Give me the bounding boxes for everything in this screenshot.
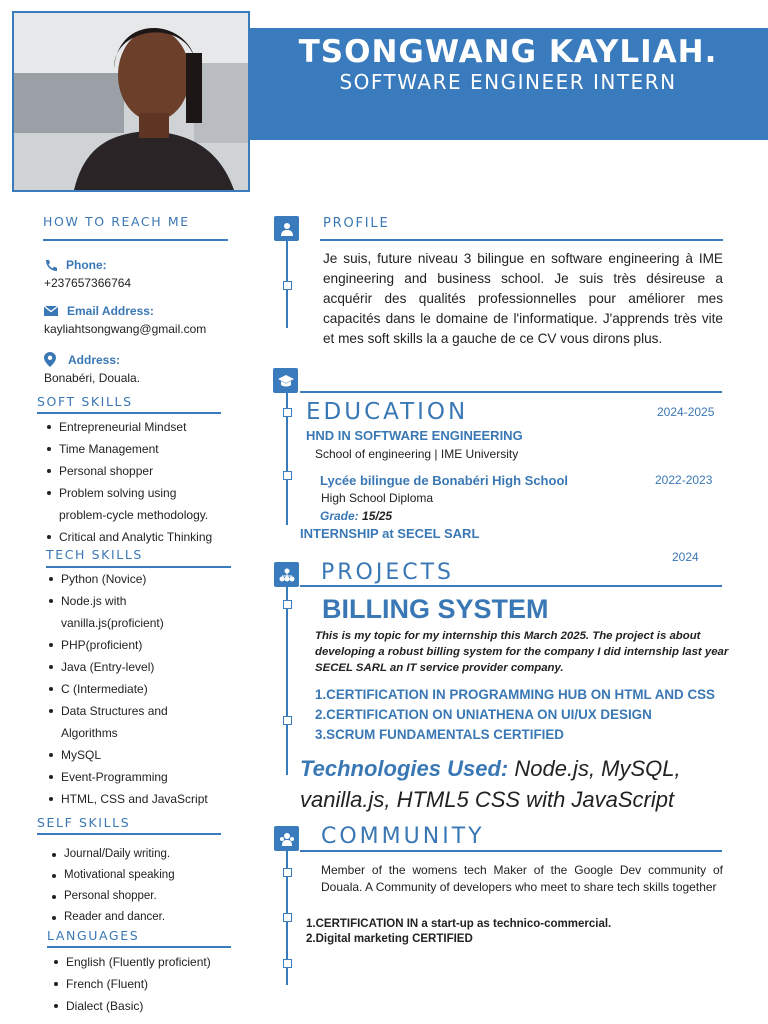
technologies-value-2: vanilla.js, HTML5 CSS with JavaScript [300,787,675,812]
projects-title: PROJECTS [321,560,455,585]
user-icon [280,222,294,236]
list-item: Critical and Analytic Thinking [45,526,245,548]
list-item: Personal shopper [45,460,245,482]
address-value: Bonabéri, Douala. [44,371,141,385]
list-item: Event-Programming [47,766,247,788]
candidate-name: TSONGWANG KAYLIAH. [298,34,718,70]
list-item: PHP(proficient) [47,634,247,656]
timeline-line-profile [286,228,288,328]
soft-skills-title: SOFT SKILLS [37,394,133,409]
timeline-marker [283,471,292,480]
address-label: Address: [68,352,121,367]
profile-section-icon [274,216,299,241]
education-title: EDUCATION [306,399,469,425]
phone-row [44,258,107,272]
list-item: Problem solving using [45,482,245,504]
soft-skills-list [45,416,245,548]
list-item: Personal shopper. [50,886,250,907]
list-item: Dialect (Basic) [52,995,252,1017]
community-title: COMMUNITY [321,824,485,849]
contact-section-title: HOW TO REACH ME [43,214,190,229]
projects-section-icon [274,562,299,587]
education-divider [300,391,722,393]
list-item: English (Fluently proficient) [52,951,252,973]
address-row [44,352,120,367]
self-skills-list [50,844,250,928]
portrait-image [14,13,248,190]
list-item: Motivational speaking [50,865,250,886]
education-degree-2: Lycée bilingue de Bonabéri High School [320,473,568,488]
profile-photo [12,11,250,192]
technologies-used [300,753,681,815]
list-item-continued: problem-cycle methodology. [59,508,209,522]
soft-skills-divider [37,412,221,414]
list-item: Time Management [45,438,245,460]
list-item: Data Structures and [47,700,247,722]
internship-title: INTERNSHIP at SECEL SARL [300,526,480,541]
list-item: Reader and dancer. [50,907,250,928]
phone-label: Phone: [66,258,107,272]
list-item: C (Intermediate) [47,678,247,700]
project-name: BILLING SYSTEM [322,594,549,624]
timeline-marker [283,716,292,725]
education-grade [320,509,392,523]
education-section-icon [273,368,298,393]
education-degree-1: HND IN SOFTWARE ENGINEERING [306,428,523,443]
list-item: Entrepreneurial Mindset [45,416,245,438]
languages-list [52,951,252,1017]
timeline-marker [283,959,292,968]
email-label: Email Address: [67,304,154,318]
education-date-2: 2022-2023 [655,473,713,487]
email-value: kayliahtsongwang@gmail.com [44,322,207,336]
hierarchy-icon [279,568,295,582]
list-item: Java (Entry-level) [47,656,247,678]
community-text: Member of the womens tech Maker of the Google Dev community of Douala. A Community of developers who meet to share tech skills together [321,863,723,894]
email-icon [44,306,58,316]
grade-label: Grade: [320,509,359,523]
self-skills-divider [37,833,221,835]
certification-item: 1.CERTIFICATION IN PROGRAMMING HUB ON HTML AND CSS [315,687,715,702]
phone-value: +237657366764 [44,276,132,290]
project-description: This is my topic for my internship this March 2025. The project is about developing a robust billing system for the company I did internship last year SECEL SARL an IT service provider company. [315,630,729,674]
technologies-value-1: Node.js, MySQL, [514,756,681,781]
graduation-cap-icon [277,374,295,388]
education-school-1: School of engineering | IME University [315,447,519,461]
timeline-marker [283,913,292,922]
technologies-line-1 [300,753,681,784]
education-school-2: High School Diploma [321,491,434,505]
group-icon [279,832,295,846]
certifications-list [315,685,715,745]
languages-divider [47,946,231,948]
technologies-label: Technologies Used: [300,756,509,781]
tech-skills-list [47,568,247,810]
timeline-marker [283,600,292,609]
self-skills-title: SELF SKILLS [37,815,131,830]
contact-divider [43,239,228,241]
list-item: Node.js with [47,590,247,612]
grade-value: 15/25 [362,509,393,523]
internship-date: 2024 [672,550,699,564]
profile-text: Je suis, future niveau 3 bilingue en software engineering à IME engineering and business school. Je suis très désireuse a acquérir des qualités professionnelles pour améliorer mes capacités dans le domaine de l'informatique. J'apprends très vite et mes soft skills la a gauche de ce CV vous dirons plus. [323,251,723,346]
certification-item: 2.CERTIFICATION ON UNIATHENA ON UI/UX DESIGN [315,707,652,722]
tech-skills-title: TECH SKILLS [46,547,143,562]
community-item: 1.CERTIFICATION IN a start-up as technico-commercial. [306,918,612,930]
timeline-marker [283,281,292,290]
community-item: 2.Digital marketing CERTIFIED [306,933,473,945]
phone-icon [44,259,58,272]
community-list [306,917,611,947]
timeline-marker [283,868,292,877]
timeline-marker [283,408,292,417]
list-item: Journal/Daily writing. [50,844,250,865]
projects-divider [300,585,722,587]
location-pin-icon [44,352,56,367]
profile-title: PROFILE [323,216,390,231]
list-item-continued: vanilla.js(proficient) [61,616,164,630]
list-item: Python (Novice) [47,568,247,590]
languages-title: LANGUAGES [47,928,140,943]
certification-item: 3.SCRUM FUNDAMENTALS CERTIFIED [315,727,564,742]
list-item: HTML, CSS and JavaScript [47,788,247,810]
list-item: French (Fluent) [52,973,252,995]
list-item-continued: Algorithms [61,726,118,740]
education-date-1: 2024-2025 [657,405,715,419]
community-divider [300,850,722,852]
email-row [44,304,154,318]
profile-divider [320,239,723,241]
community-section-icon [274,826,299,851]
candidate-role: SOFTWARE ENGINEER INTERN [339,70,677,94]
list-item: MySQL [47,744,247,766]
